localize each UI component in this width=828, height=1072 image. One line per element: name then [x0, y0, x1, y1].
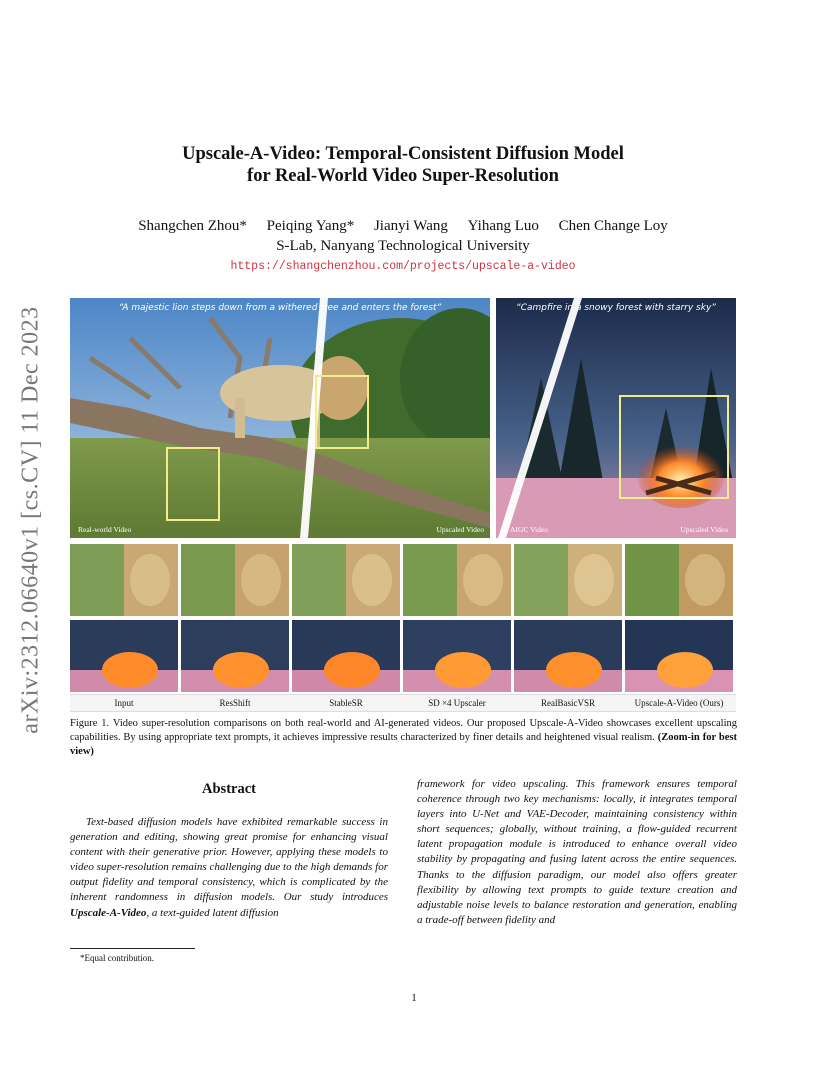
campfire-prompt: “Campfire in a snowy forest with starry sky”	[516, 303, 716, 313]
real-world-tag: Real-world Video	[78, 525, 132, 534]
method-label: SD ×4 Upscaler	[428, 698, 486, 708]
lion-prompt: “A majestic lion steps down from a withered tree and enters the forest”	[118, 303, 442, 313]
figure-caption	[70, 717, 737, 759]
project-url[interactable]: https://shangchenzhou.com/projects/upscale-a-video	[230, 260, 576, 273]
method-label: Upscale-A-Video (Ours)	[634, 698, 724, 708]
arxiv-id: arXiv:2312.06640v1 [cs.CV] 11 Dec 2023	[17, 306, 44, 734]
abstract-text: , a text-guided latent diffusion	[146, 906, 279, 919]
abstract-left-column	[70, 815, 388, 921]
paper-title-line2: for Real-World Video Super-Resolution	[247, 166, 559, 186]
teaser-figure	[70, 298, 736, 710]
method-label: Input	[114, 698, 134, 708]
upscaled-tag: Upscaled Video	[680, 525, 728, 534]
paper-title-line1: Upscale-A-Video: Temporal-Consistent Diffusion Model	[182, 144, 624, 164]
crop-fire-ours	[625, 620, 733, 692]
crop-fire-sd-upscaler	[403, 620, 511, 692]
footnote-rule	[70, 948, 195, 949]
abstract-text: Text-based diffusion models have exhibited remarkable success in generation and editing, showing great promise for enhancing visual content with their generative prior. However, applying these models to video super-resolution remains challenging due to the high demands for output fidelity and temporal consistency, which is complicated by the inherent randomness in diffusion models. Our study introduces	[70, 816, 388, 904]
method-label: StableSR	[329, 698, 363, 708]
author: Peiqing Yang*	[266, 218, 355, 234]
crop-fire-stablesr	[292, 620, 400, 692]
author: Yihang Luo	[467, 218, 539, 234]
figure-caption-label: Figure 1.	[70, 718, 110, 729]
crop-fire-input	[70, 620, 178, 692]
crop-fire-realbasicvsr	[514, 620, 622, 692]
crop-fire-resshift	[181, 620, 289, 692]
crop-lion-ours	[625, 544, 733, 616]
abstract-right-column: framework for video upscaling. This framework ensures temporal coherence through two key mechanisms: locally, it integrates temporal layers into U-Net and VAE-Decoder, maintaining consistency within short sequences; globally, without training, a flow-guided recurrent latent propagation module is introduced to enhance overall video stability by propagating and fusing latent across the entire sequences. Thanks to the diffusion paradigm, our model also offers greater flexibility by allowing text prompts to guide texture creation and adjustable noise levels to balance restoration and generation, enabling a trade-off between fidelity and	[417, 778, 737, 926]
affiliation: S-Lab, Nanyang Technological University	[276, 238, 530, 254]
author: Chen Change Loy	[558, 218, 668, 234]
method-label: RealBasicVSR	[541, 698, 595, 708]
footnote: *Equal contribution.	[80, 953, 154, 963]
page-number: 1	[411, 992, 417, 1004]
crop-lion-sd-upscaler	[403, 544, 511, 616]
method-name: Upscale-A-Video	[70, 906, 147, 919]
author: Shangchen Zhou*	[138, 218, 247, 234]
author-list	[100, 218, 706, 235]
upscaled-tag: Upscaled Video	[436, 525, 484, 534]
abstract-heading: Abstract	[202, 781, 256, 797]
figure-caption-bold: (Zoom-in for best view)	[70, 732, 737, 757]
crop-lion-stablesr	[292, 544, 400, 616]
figure-caption-text: Video super-resolution comparisons on both real-world and AI-generated videos. Our proposed Upscale-A-Video showcases excellent upscaling capabilities. By using appropriate text prompts, it achieves impressive results characterized by finer details and heightened visual realism.	[70, 718, 738, 743]
lion-image	[70, 298, 490, 538]
crop-lion-input	[70, 544, 178, 616]
author: Jianyi Wang	[373, 218, 448, 234]
method-label: ResShift	[219, 698, 251, 708]
arxiv-sidebar	[6, 283, 56, 758]
aigc-tag: AIGC Video	[510, 525, 548, 534]
crop-lion-resshift	[181, 544, 289, 616]
crop-lion-realbasicvsr	[514, 544, 622, 616]
campfire-image	[496, 298, 736, 538]
